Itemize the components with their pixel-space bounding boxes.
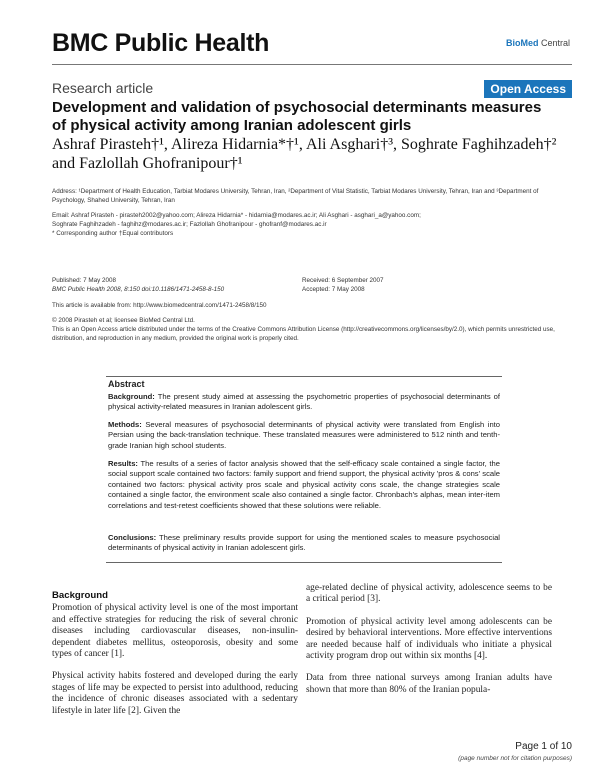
published-date: Published: 7 May 2008 (52, 277, 117, 284)
open-access-badge: Open Access (484, 80, 572, 98)
abstract-background (108, 392, 500, 413)
header-divider (52, 64, 572, 65)
citation-line: BMC Public Health 2008, 8:150 doi:10.1186/1471-2458-8-150 (52, 286, 225, 293)
copyright-line: © 2008 Pirasteh et al; licensee BioMed Central Ltd. (52, 317, 195, 324)
abstract-conclusions (108, 533, 500, 554)
body-paragraph: age-related decline of physical activity, adolescence seems to be a critical period [3]. (306, 583, 552, 605)
received-info (302, 276, 502, 294)
abstract-results (108, 459, 500, 511)
abstract-conclusions-label: Conclusions: (108, 533, 157, 542)
body-paragraph: Physical activity habits fostered and developed during the early stages of life may be expected to persist into adulthood, reducing the incidence of chronic diseases associated with a sedentary lifestyle in later life [2]. Given the (52, 671, 298, 716)
license-text: This is an Open Access article distributed under the terms of the Creative Commons Attribution License (http://creativecommons.org/licenses/by/2.0), which permits unrestricted use, distribution, and reproduction in any medium, provided the original work is properly cited. (52, 326, 555, 342)
section-heading-background: Background (52, 590, 108, 601)
article-type: Research article (52, 80, 154, 96)
availability-link[interactable]: This article is available from: http://www.biomedcentral.com/1471-2458/8/150 (52, 302, 267, 309)
abstract-background-label: Background: (108, 392, 155, 401)
abstract-heading: Abstract (108, 379, 145, 389)
email-line-2: Soghrate Faghihzadeh - faghihz@modares.ac.ir; Fazlollah Ghofranipour - ghofranf@modares.ac.ir (52, 221, 327, 228)
copyright-block (52, 316, 582, 343)
author-list: Ashraf Pirasteh†¹, Alireza Hidarnia*†¹, Ali Asghari†³, Soghrate Faghihzadeh†² and Fazlollah Ghofranipour†¹ (52, 136, 557, 172)
body-paragraph: Promotion of physical activity level is one of the most important and effective strategies for reducing the risk of several chronic diseases including cardiovascular diseases, non-insulin-dependent diabetes mellitus, osteoporosis, obesity and some types of cancer [1]. (52, 603, 298, 660)
affiliation-address: Address: ¹Department of Health Education, Tarbiat Modares University, Tehran, Iran, ²Department of Vital Statistic, Tarbiat Modares University, Tehran, Iran and ³Department of Psychology, Shahed University, Tehran, Iran (52, 188, 539, 204)
abstract-methods-label: Methods: (108, 420, 142, 429)
abstract-background-text: The present study aimed at assessing the psychometric properties of psychosocial determinants of physical activity-related measures in Iranian adolescent girls. (108, 392, 500, 412)
body-paragraph: Data from three national surveys among Iranian adults have shown that more than 80% of the Iranian popula- (306, 673, 552, 695)
abstract-conclusions-text: These preliminary results provide support for using the mentioned scales to measure psychosocial determinants of physical activity in Iranian adolescent girls. (108, 533, 500, 553)
publication-info (52, 276, 272, 294)
corresponding-footnote: * Corresponding author †Equal contributors (52, 230, 174, 237)
article-title: Development and validation of psychosocial determinants measures of physical activity among Iranian adolescent girls (52, 99, 542, 134)
abstract-methods-text: Several measures of psychosocial determinants of physical activity were translated from English into Persian using the back-translation technique. These translated measures were administered to 512 ninth and tenth-grade Iranian high school students. (108, 420, 500, 450)
email-block (52, 211, 572, 238)
page-number-note: (page number not for citation purposes) (458, 755, 572, 762)
accepted-date: Accepted: 7 May 2008 (302, 286, 365, 293)
page-number: Page 1 of 10 (515, 741, 572, 752)
abstract-results-text: The results of a series of factor analysis showed that the self-efficacy scale contained a single factor, the social support scale contained two factors: family support and friend support, the physical activity 'pros & cons' scale contained two factors: physical activity pros scale and physical activity cons scale, the change strategies scale contained a single factor, the environment scale also contained a single factor. Chronbach's alphas, mean inter-item correlations and test-retest coefficients showed that these solutions were reliable. (108, 459, 500, 510)
body-column-right (306, 583, 552, 707)
body-column-left (52, 590, 298, 728)
journal-title: BMC Public Health (52, 29, 270, 57)
publisher-name-prefix: BioMed (505, 38, 539, 48)
publisher-logo (506, 38, 570, 48)
abstract-methods (108, 420, 500, 451)
email-line-1: Email: Ashraf Pirasteh - pirasteh2002@yahoo.com; Alireza Hidarnia* - hidarnia@modares.ac.ir; Ali Asghari - asghari_a@yahoo.com; (52, 212, 421, 219)
publisher-name-suffix: Central (538, 38, 570, 48)
body-paragraph: Promotion of physical activity level among adolescents can be desired by behavioral interventions. More effective interventions are needed because half of individuals who initiate a physical activity program drop out within six months [4]. (306, 616, 552, 662)
abstract-results-label: Results: (108, 459, 138, 468)
received-date: Received: 6 September 2007 (302, 277, 384, 284)
